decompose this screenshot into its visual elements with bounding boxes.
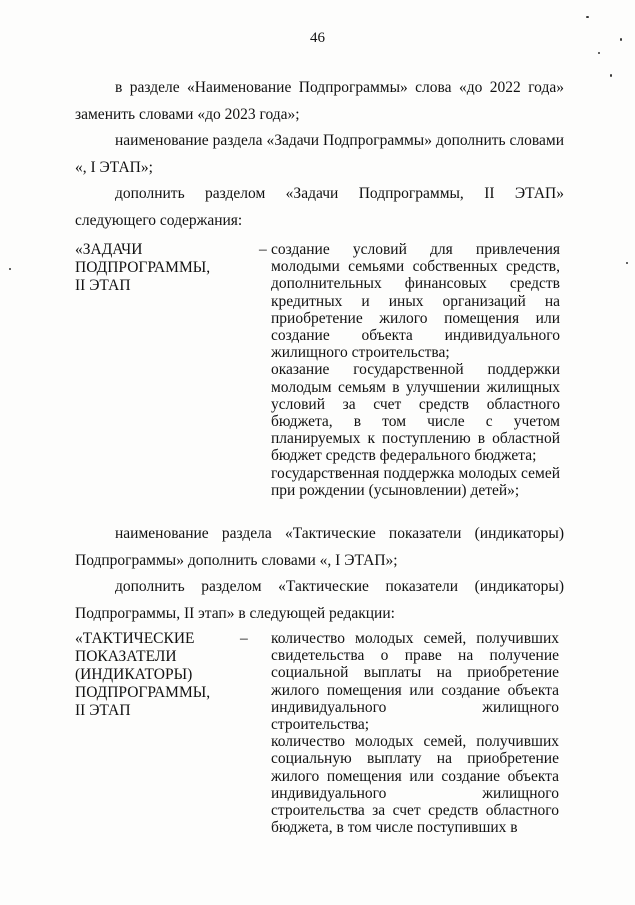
- indicators-item: количество молодых семей, получивших свидетельства о праве на получение социальной выплаты на приобретение жилого помещения или создание объекта индивидуального жилищного строительства;: [271, 630, 559, 734]
- scan-speck: [620, 38, 622, 41]
- indicators-dash: –: [240, 630, 248, 647]
- paragraph-indicators-stage-one: наименование раздела «Тактические показатели (индикаторы) Подпрограммы» дополнить словами «, I ЭТАП»;: [75, 525, 564, 569]
- tasks-heading-line: II ЭТАП: [75, 277, 131, 294]
- indicators-heading-line: ПОКАЗАТЕЛИ: [75, 648, 177, 665]
- indicators-heading-line: II ЭТАП: [75, 702, 131, 719]
- scan-speck: [586, 16, 589, 18]
- tasks-item: оказание государственной поддержки молодым семьям в улучшении жилищных условий за счет средств областного бюджета, в том числе с учетом планируемых к поступлению в областной бюджет средств федерального бюджета;: [271, 361, 560, 465]
- indicators-list: [271, 630, 559, 836]
- indicators-heading-line: ПОДПРОГРАММЫ,: [75, 684, 211, 701]
- tasks-list: [271, 241, 560, 499]
- tasks-heading: [75, 241, 255, 295]
- scan-speck: [610, 74, 612, 77]
- tasks-heading-line: «ЗАДАЧИ: [75, 241, 143, 258]
- indicators-heading-line: «ТАКТИЧЕСКИЕ: [75, 630, 195, 647]
- indicators-item: количество молодых семей, получивших социальную выплату на приобретение жилого помещения или создание объекта индивидуального жилищного строительства за счет средств областного бюджета, в том числе поступивших в: [271, 733, 559, 837]
- paragraph-add-indicators-section: дополнить разделом «Тактические показатели (индикаторы) Подпрограммы, II этап» в следующей редакции:: [75, 578, 564, 622]
- indicators-heading-line: (ИНДИКАТОРЫ): [75, 666, 193, 683]
- tasks-item: государственная поддержка молодых семей при рождении (усыновлении) детей»;: [271, 464, 560, 499]
- paragraph-tasks-stage-one: наименование раздела «Задачи Подпрограммы» дополнить словами «, I ЭТАП»;: [75, 132, 564, 176]
- tasks-heading-line: ПОДПРОГРАММЫ,: [75, 259, 211, 276]
- paragraph-add-tasks-section: дополнить разделом «Задачи Подпрограммы, II ЭТАП» следующего содержания:: [75, 185, 564, 229]
- tasks-item: создание условий для привлечения молодыми семьями собственных средств, дополнительных финансовых средств кредитных и иных организаций на приобретение жилого помещения или создание объекта индивидуального жилищного строительства;: [271, 241, 560, 362]
- page-number: 46: [310, 30, 325, 46]
- indicators-heading: [75, 630, 255, 720]
- scan-speck: [626, 262, 628, 264]
- paragraph-rename-subprogram: в разделе «Наименование Подпрограммы» слова «до 2022 года» заменить словами «до 2023 года»;: [75, 79, 564, 123]
- scan-speck: [9, 268, 11, 270]
- scan-speck: [598, 52, 600, 54]
- tasks-dash: –: [259, 241, 267, 258]
